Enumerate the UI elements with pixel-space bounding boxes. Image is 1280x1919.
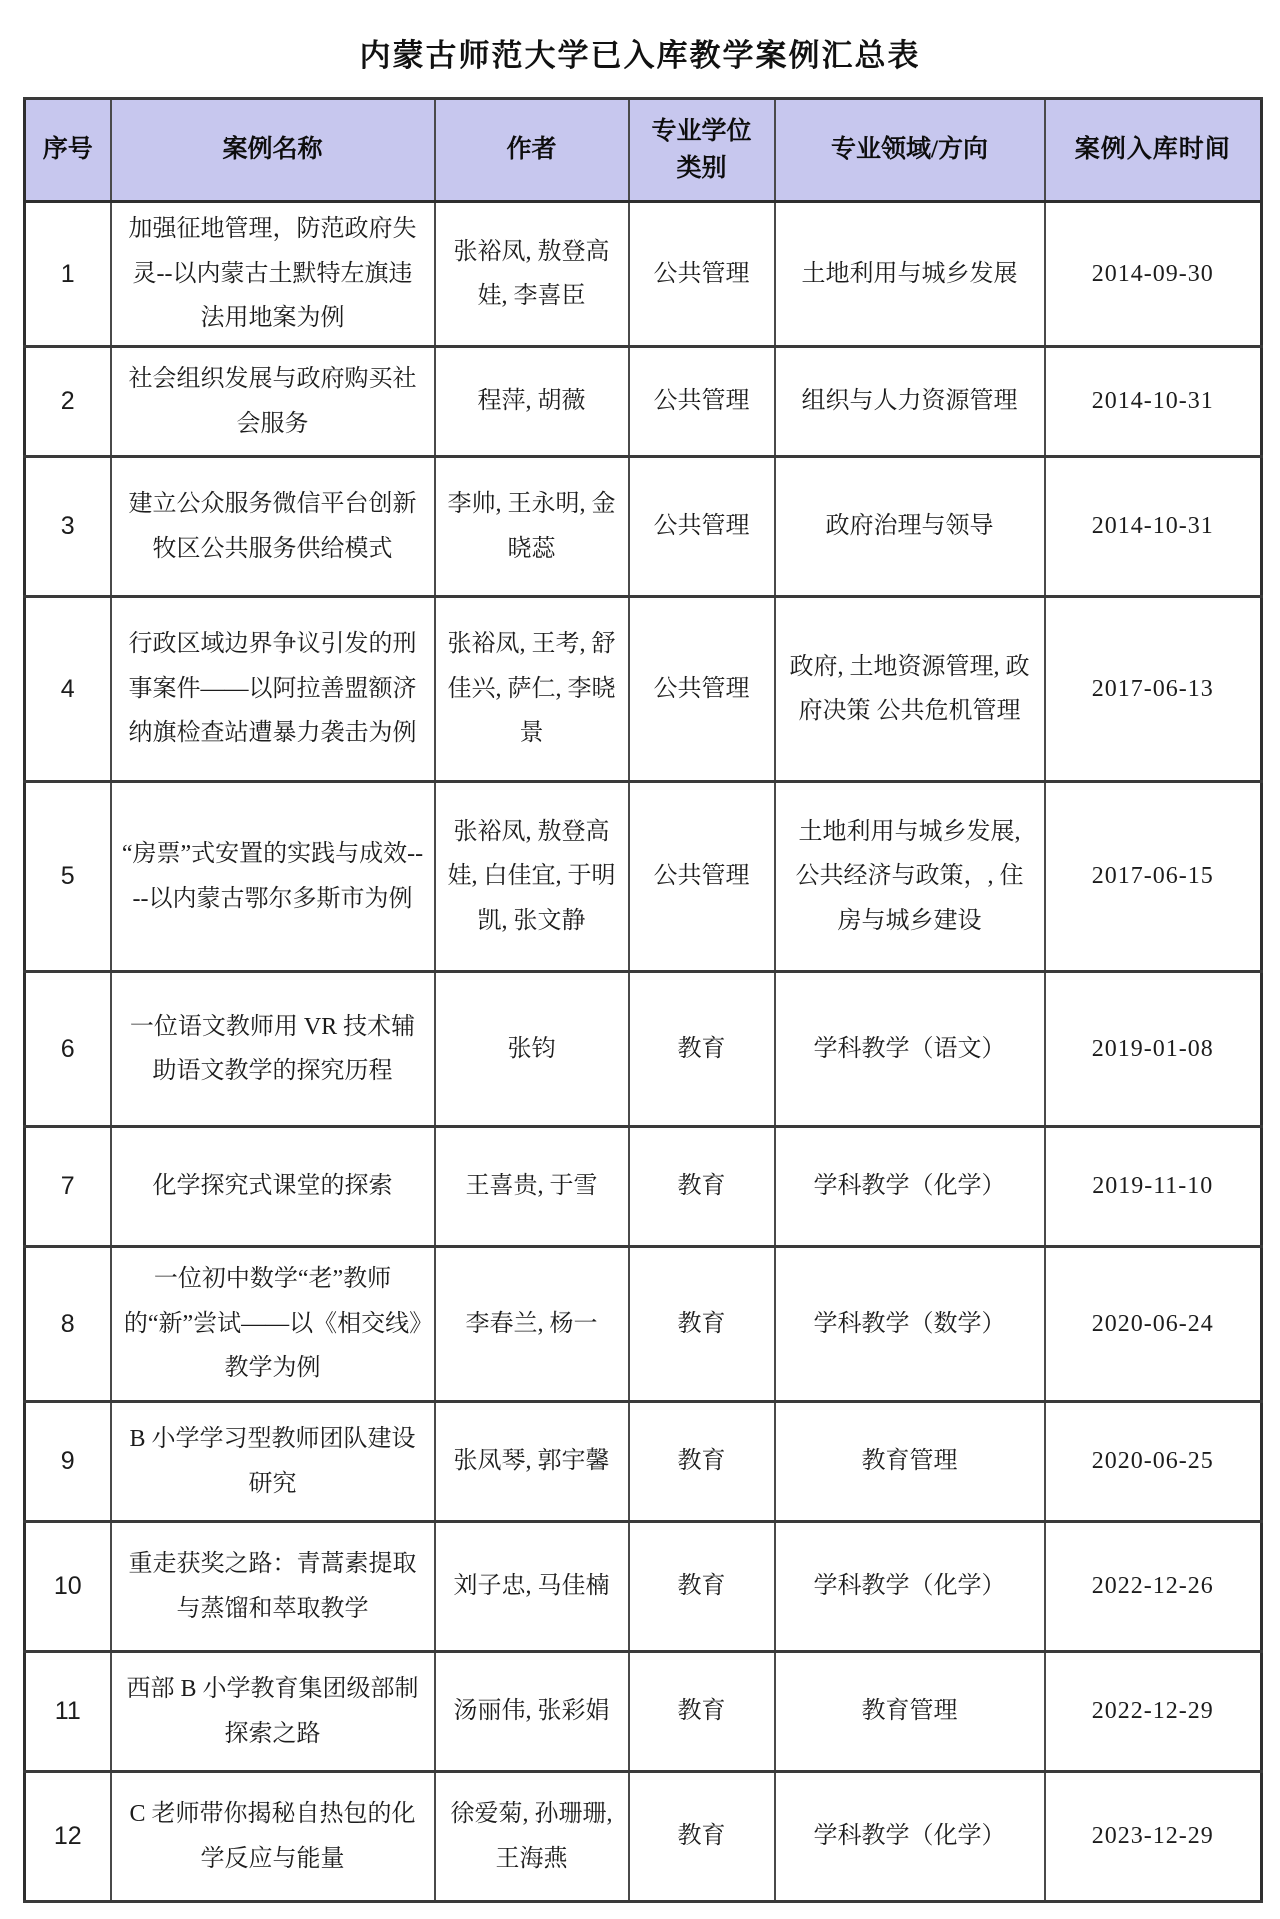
cell-index: 2 xyxy=(25,347,111,457)
column-header-index: 序号 xyxy=(25,99,111,202)
cell-name: C 老师带你揭秘自热包的化学反应与能量 xyxy=(111,1772,435,1902)
cell-field: 土地利用与城乡发展 xyxy=(775,202,1045,347)
cell-field: 学科教学（化学） xyxy=(775,1772,1045,1902)
cell-authors: 王喜贵, 于雪 xyxy=(435,1127,629,1247)
cell-field: 政府治理与领导 xyxy=(775,457,1045,597)
cell-date: 2020-06-25 xyxy=(1045,1402,1262,1522)
cell-name: 社会组织发展与政府购买社会服务 xyxy=(111,347,435,457)
cell-date: 2014-10-31 xyxy=(1045,347,1262,457)
cell-name: 一位初中数学“老”教师的“新”尝试——以《相交线》教学为例 xyxy=(111,1247,435,1402)
cell-authors: 刘子忠, 马佳楠 xyxy=(435,1522,629,1652)
cell-degree: 教育 xyxy=(629,1772,775,1902)
cell-name: 建立公众服务微信平台创新牧区公共服务供给模式 xyxy=(111,457,435,597)
cell-authors: 李帅, 王永明, 金晓蕊 xyxy=(435,457,629,597)
cell-date: 2017-06-13 xyxy=(1045,597,1262,782)
cell-authors: 张裕凤, 王考, 舒佳兴, 萨仁, 李晓景 xyxy=(435,597,629,782)
cell-index: 6 xyxy=(25,972,111,1127)
cell-index: 10 xyxy=(25,1522,111,1652)
cell-index: 4 xyxy=(25,597,111,782)
cell-authors: 张裕凤, 敖登高娃, 白佳宜, 于明凯, 张文静 xyxy=(435,782,629,972)
cell-index: 1 xyxy=(25,202,111,347)
table-row xyxy=(25,347,1262,457)
cell-date: 2014-09-30 xyxy=(1045,202,1262,347)
cell-field: 学科教学（化学） xyxy=(775,1522,1045,1652)
cell-degree: 公共管理 xyxy=(629,347,775,457)
table-row xyxy=(25,1772,1262,1902)
cell-authors: 张钧 xyxy=(435,972,629,1127)
cell-name: 行政区域边界争议引发的刑事案件——以阿拉善盟额济纳旗检查站遭暴力袭击为例 xyxy=(111,597,435,782)
cell-degree: 教育 xyxy=(629,1522,775,1652)
table-row xyxy=(25,1127,1262,1247)
cell-date: 2019-11-10 xyxy=(1045,1127,1262,1247)
cell-field: 教育管理 xyxy=(775,1652,1045,1772)
table-row xyxy=(25,1402,1262,1522)
table-header xyxy=(25,99,1262,202)
cell-date: 2020-06-24 xyxy=(1045,1247,1262,1402)
table-row xyxy=(25,972,1262,1127)
cell-name: “房票”式安置的实践与成效----以内蒙古鄂尔多斯市为例 xyxy=(111,782,435,972)
table-row xyxy=(25,457,1262,597)
table-row xyxy=(25,1247,1262,1402)
cell-name: 一位语文教师用 VR 技术辅助语文教学的探究历程 xyxy=(111,972,435,1127)
table-row xyxy=(25,782,1262,972)
case-summary-table xyxy=(23,97,1263,1903)
cell-degree: 公共管理 xyxy=(629,782,775,972)
table-row xyxy=(25,1522,1262,1652)
cell-degree: 教育 xyxy=(629,1247,775,1402)
cell-index: 5 xyxy=(25,782,111,972)
cell-name: B 小学学习型教师团队建设研究 xyxy=(111,1402,435,1522)
column-header-authors: 作者 xyxy=(435,99,629,202)
cell-authors: 程萍, 胡薇 xyxy=(435,347,629,457)
column-header-name: 案例名称 xyxy=(111,99,435,202)
page-title: 内蒙古师范大学已入库教学案例汇总表 xyxy=(359,38,921,73)
table-row xyxy=(25,597,1262,782)
cell-degree: 教育 xyxy=(629,1652,775,1772)
cell-index: 8 xyxy=(25,1247,111,1402)
cell-date: 2022-12-26 xyxy=(1045,1522,1262,1652)
cell-index: 7 xyxy=(25,1127,111,1247)
cell-degree: 教育 xyxy=(629,1402,775,1522)
cell-degree: 教育 xyxy=(629,972,775,1127)
cell-field: 政府, 土地资源管理, 政府决策 公共危机管理 xyxy=(775,597,1045,782)
table-row xyxy=(25,1652,1262,1772)
cell-name: 加强征地管理，防范政府失灵--以内蒙古土默特左旗违法用地案为例 xyxy=(111,202,435,347)
cell-field: 学科教学（语文） xyxy=(775,972,1045,1127)
cell-name: 重走获奖之路：青蒿素提取与蒸馏和萃取教学 xyxy=(111,1522,435,1652)
cell-field: 学科教学（化学） xyxy=(775,1127,1045,1247)
cell-name: 化学探究式课堂的探索 xyxy=(111,1127,435,1247)
cell-index: 3 xyxy=(25,457,111,597)
table-body xyxy=(25,202,1262,1902)
cell-index: 9 xyxy=(25,1402,111,1522)
cell-degree: 教育 xyxy=(629,1127,775,1247)
cell-degree: 公共管理 xyxy=(629,202,775,347)
cell-field: 教育管理 xyxy=(775,1402,1045,1522)
cell-field: 组织与人力资源管理 xyxy=(775,347,1045,457)
table-header-row xyxy=(25,99,1262,202)
cell-date: 2019-01-08 xyxy=(1045,972,1262,1127)
cell-date: 2022-12-29 xyxy=(1045,1652,1262,1772)
cell-authors: 李春兰, 杨一 xyxy=(435,1247,629,1402)
cell-date: 2017-06-15 xyxy=(1045,782,1262,972)
cell-authors: 张裕凤, 敖登高娃, 李喜臣 xyxy=(435,202,629,347)
column-header-date: 案例入库时间 xyxy=(1045,99,1262,202)
cell-index: 12 xyxy=(25,1772,111,1902)
cell-field: 学科教学（数学） xyxy=(775,1247,1045,1402)
cell-authors: 汤丽伟, 张彩娟 xyxy=(435,1652,629,1772)
column-header-degree: 专业学位类别 xyxy=(629,99,775,202)
column-header-field: 专业领域/方向 xyxy=(775,99,1045,202)
cell-field: 土地利用与城乡发展, 公共经济与政策，, 住房与城乡建设 xyxy=(775,782,1045,972)
cell-degree: 公共管理 xyxy=(629,597,775,782)
cell-index: 11 xyxy=(25,1652,111,1772)
cell-date: 2014-10-31 xyxy=(1045,457,1262,597)
cell-authors: 徐爱菊, 孙珊珊, 王海燕 xyxy=(435,1772,629,1902)
cell-name: 西部 B 小学教育集团级部制探索之路 xyxy=(111,1652,435,1772)
cell-degree: 公共管理 xyxy=(629,457,775,597)
cell-date: 2023-12-29 xyxy=(1045,1772,1262,1902)
cell-authors: 张凤琴, 郭宇馨 xyxy=(435,1402,629,1522)
table-row xyxy=(25,202,1262,347)
